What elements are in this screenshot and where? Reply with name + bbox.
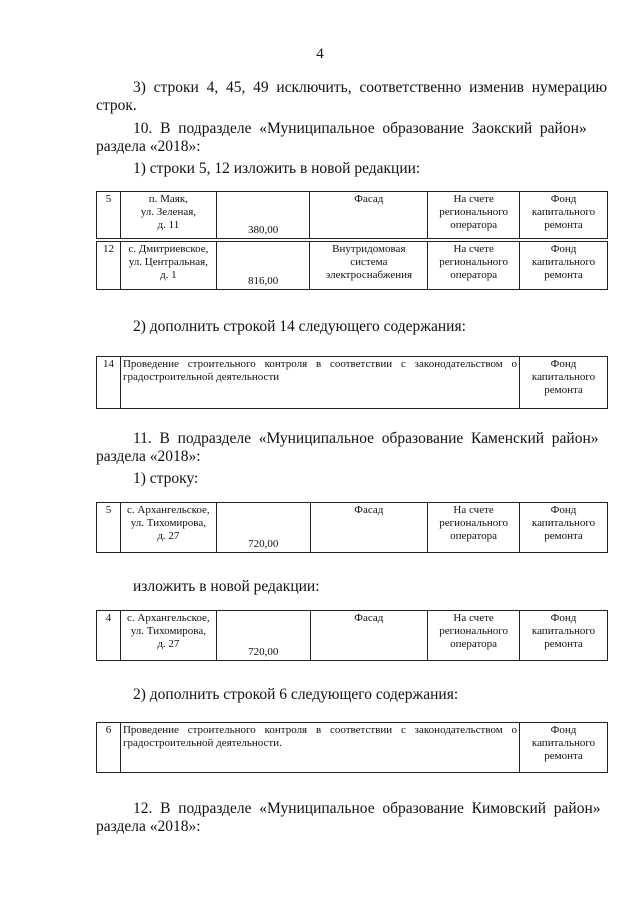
table-kamensky-old-row [96,502,608,553]
section-11-heading-line1: 11. В подразделе «Муниципальное образование Каменский район» [133,430,599,447]
account-cell [428,611,520,661]
account: На счете регионального оператора [439,242,509,281]
sum-cell: 816,00 [216,240,310,290]
table-kamensky-new-row [96,610,608,661]
section-10-heading-line1: 10. В подразделе «Муниципальное образование Заокский район» [133,120,587,137]
work-type-cell [310,611,428,661]
sum-cell: 720,00 [216,611,310,661]
row-number: 4 [97,611,121,661]
account-cell [428,503,520,553]
account: На счете регионального оператора [439,193,509,231]
sum-cell: 720,00 [216,503,310,553]
account-cell [428,240,520,290]
account: На счете регионального оператора [439,504,508,542]
table-row [97,240,608,290]
section-11-item-1: 1) строку: [133,470,199,487]
table-row [97,503,608,553]
fund: Фонд капитального ремонта [531,724,596,762]
work-type: Фасад [354,193,384,205]
fund-cell [520,240,608,290]
row-number: 5 [97,192,121,240]
section-10-heading-line2: раздела «2018»: [96,138,201,155]
fund-cell [520,357,608,409]
work-type-cell [310,240,428,290]
section-10-item-1: 1) строки 5, 12 изложить в новой редакции: [133,160,421,177]
sum-cell: 380,00 [216,192,310,240]
section-11-heading-line2: раздела «2018»: [96,448,201,465]
row-number: 14 [97,357,121,409]
address-cell [120,611,216,661]
page-number: 4 [316,46,324,62]
fund-cell [520,723,608,773]
fund: Фонд капитального ремонта [531,193,596,231]
address: с. Архангельское, ул. Тихомирова, д. 27 [127,612,210,650]
table-row [97,611,608,661]
fund-cell [520,192,608,240]
address: п. Маяк, ул. Зеленая, д. 11 [140,193,197,231]
fund: Фонд капитального ремонта [531,358,596,396]
row-number: 6 [97,723,121,773]
address-cell [120,240,216,290]
fund: Фонд капитального ремонта [531,504,596,542]
table-row [97,357,608,409]
address-cell [120,503,216,553]
table-kamensky-row-6 [96,722,608,773]
work-type: Внутридомовая система электроснабжения [325,242,413,281]
section-11-replace-text: изложить в новой редакции: [133,578,320,595]
work-type-cell [310,503,428,553]
account-cell [428,192,520,240]
section-11-item-2: 2) дополнить строкой 6 следующего содержания: [133,686,459,703]
work-type: Фасад [354,612,384,624]
table-row [97,192,608,240]
work-type-cell [310,192,428,240]
paragraph-3-line2: строк. [96,97,137,114]
table-zaoksky-row-14 [96,356,608,409]
fund: Фонд капитального ремонта [531,242,596,281]
row-number: 5 [97,503,121,553]
work-type: Фасад [354,504,384,516]
address: с. Дмитриевское, ул. Центральная, д. 1 [128,242,209,281]
section-12-heading-line1: 12. В подразделе «Муниципальное образование Кимовский район» [133,800,601,817]
work-description: Проведение строительного контроля в соответствии с законодательством о градостроительной деятельности. [120,723,519,773]
fund: Фонд капитального ремонта [531,612,596,650]
address-cell [120,192,216,240]
fund-cell [520,503,608,553]
section-12-heading-line2: раздела «2018»: [96,818,201,835]
work-description: Проведение строительного контроля в соответствии с законодательством о градостроительной деятельности [120,357,519,409]
table-row [97,723,608,773]
address: с. Архангельское, ул. Тихомирова, д. 27 [127,504,210,542]
row-number: 12 [97,240,121,290]
fund-cell [520,611,608,661]
section-10-item-2: 2) дополнить строкой 14 следующего содержания: [133,318,466,335]
paragraph-3-line1: 3) строки 4, 45, 49 исключить, соответственно изменив нумерацию [133,79,608,96]
table-zaoksky-rows [96,191,608,290]
account: На счете регионального оператора [439,612,508,650]
